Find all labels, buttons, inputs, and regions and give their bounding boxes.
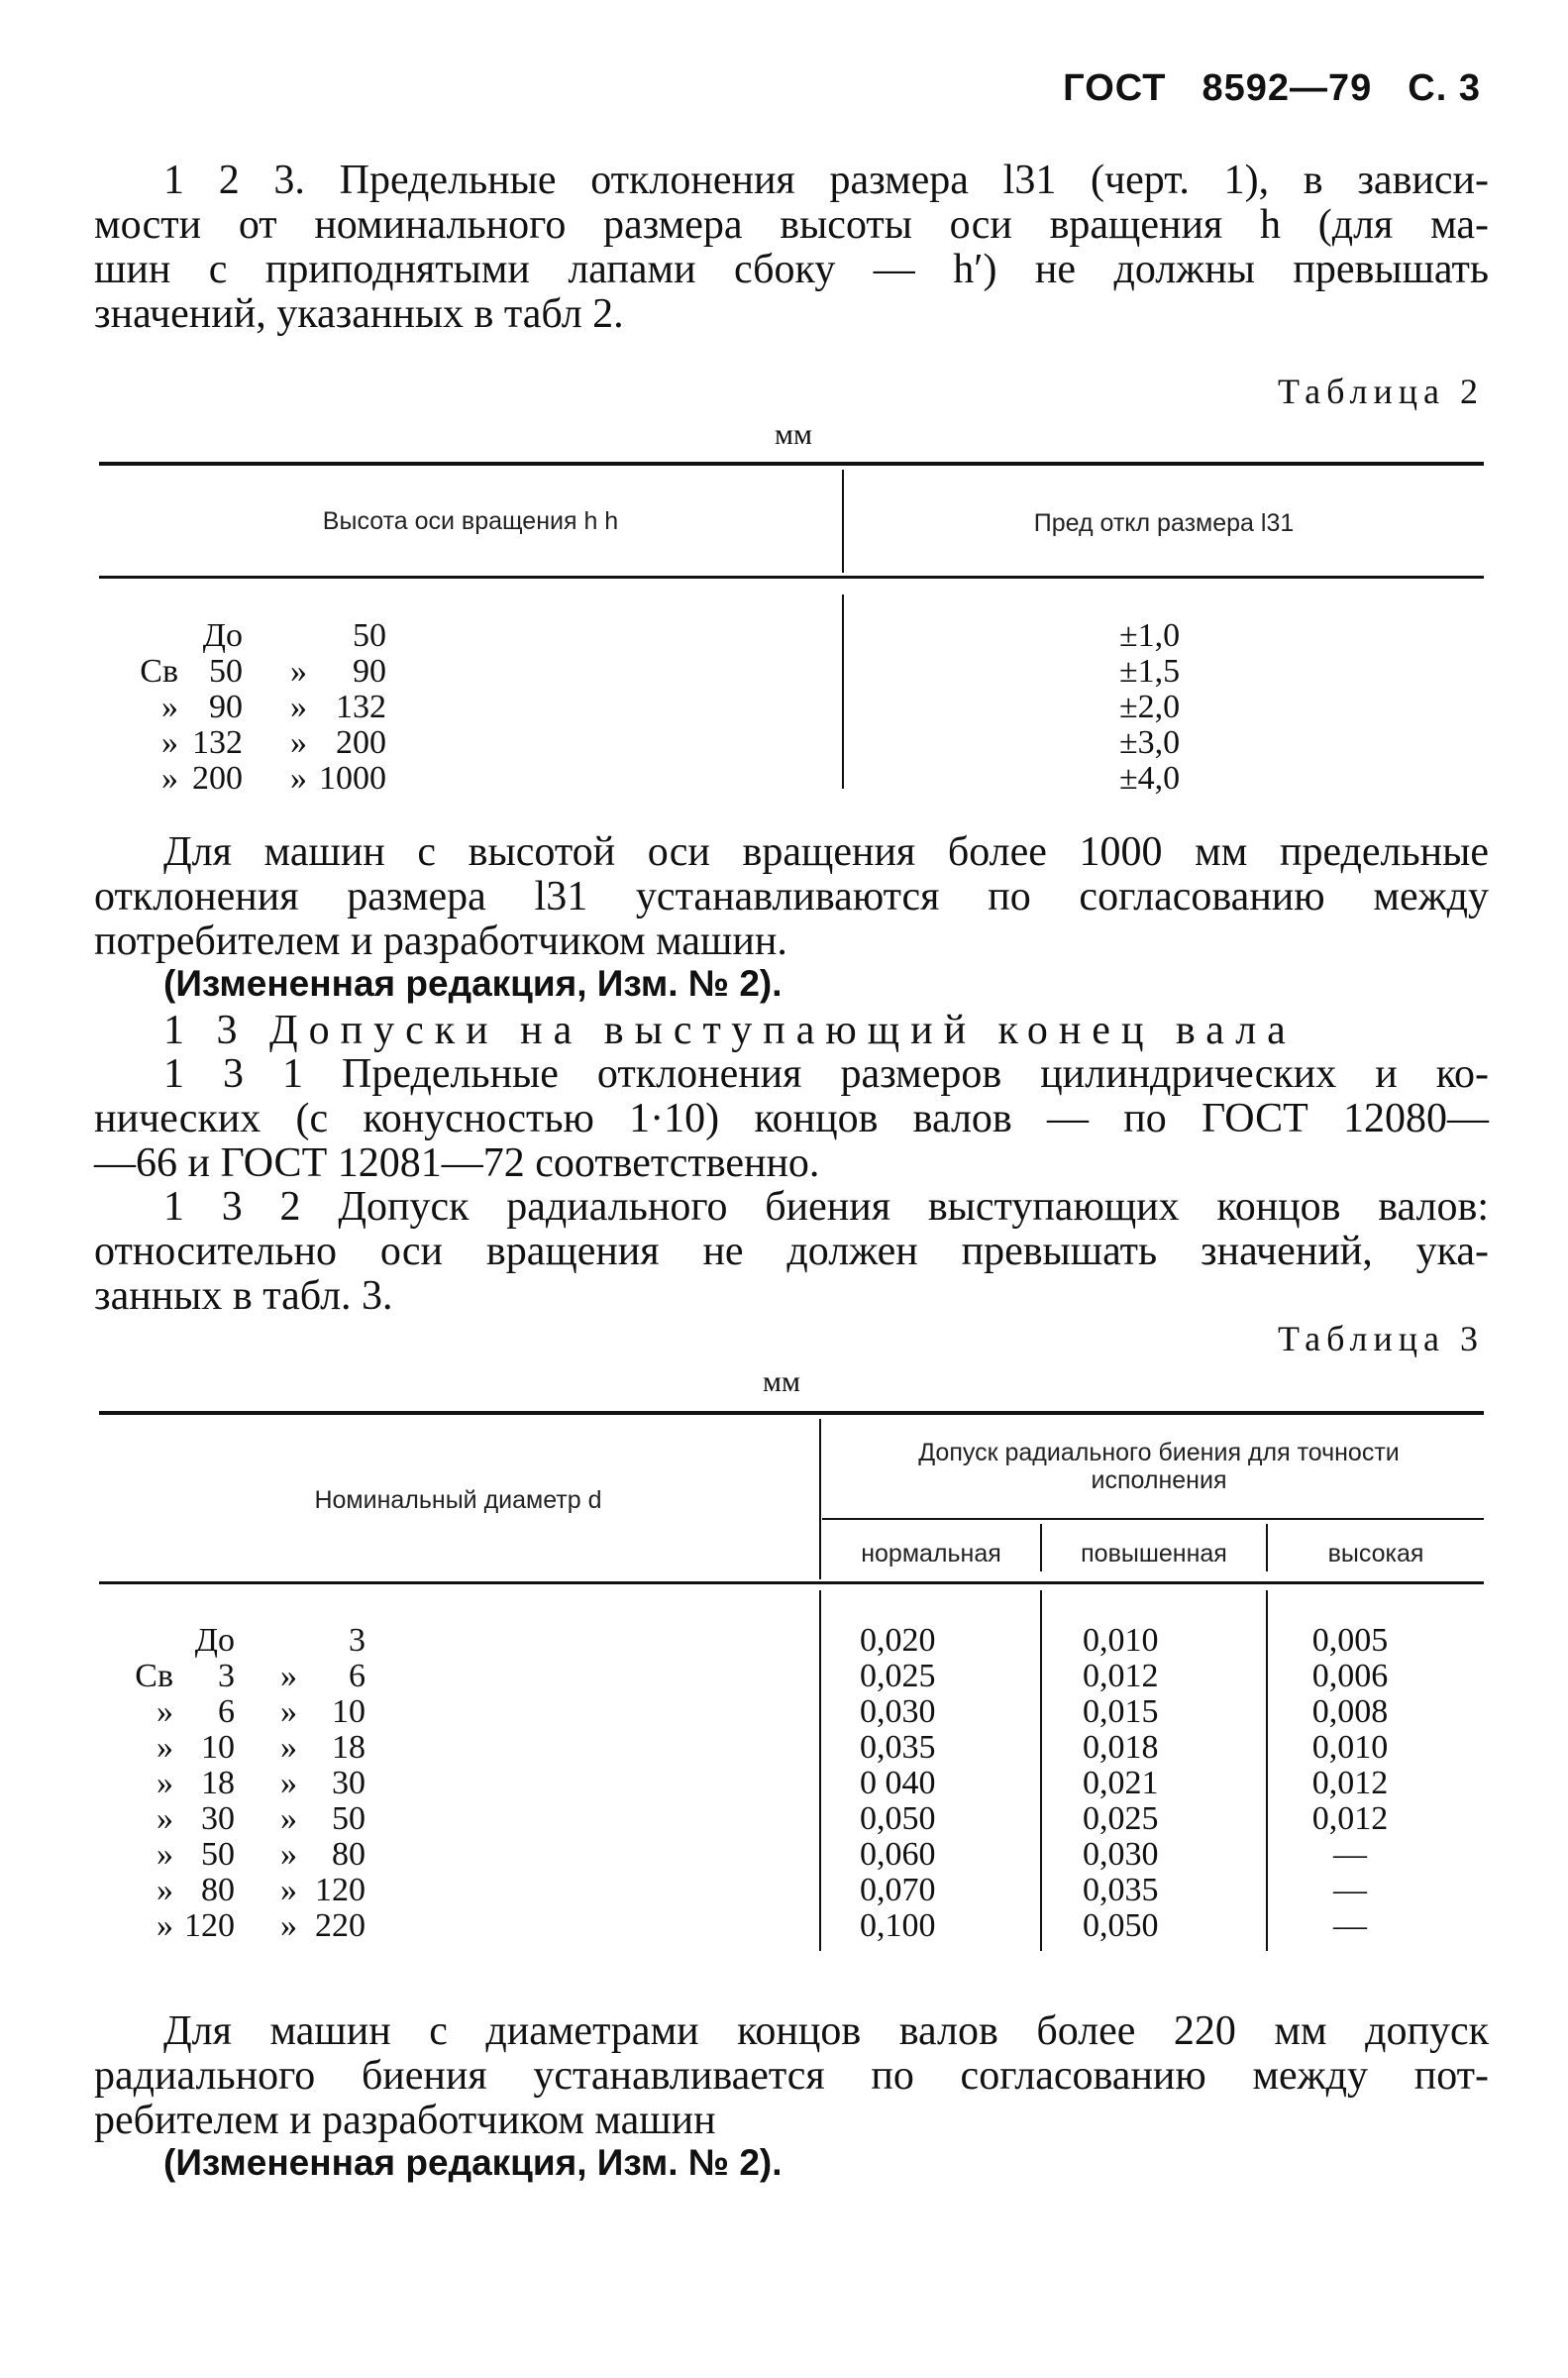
paragraph-line: нических (с конусностью 1·10) концов валов — по ГОСТ 12080— — [94, 1096, 1489, 1141]
table-cell: 0,020 — [860, 1622, 936, 1659]
table-row: » 30 » 50 — [157, 1800, 366, 1837]
header-number: 8592—79 — [1202, 67, 1373, 109]
table3-sub-normal: нормальная — [861, 1540, 1001, 1567]
table3-body-divider — [1040, 1590, 1042, 1951]
table-cell: ±1,0 — [1119, 617, 1181, 654]
table-cell: 0,010 — [1311, 1729, 1389, 1766]
table-cell: 0,050 — [860, 1800, 936, 1837]
page-header — [1027, 67, 1481, 110]
table-cell: ±4,0 — [1119, 760, 1181, 797]
table-row: До 50 — [202, 617, 386, 654]
paragraph-line: шин с приподнятыми лапами сбоку — h′) не должны превышать — [94, 247, 1489, 292]
table-cell: 0,050 — [1083, 1907, 1159, 1944]
table-cell: 0,010 — [1083, 1622, 1159, 1659]
table-cell: 0,012 — [1311, 1765, 1389, 1801]
paragraph-line: значений, указанных в табл 2. — [94, 291, 624, 337]
amendment-note: (Измененная редакция, Изм. № 2). — [163, 963, 783, 1004]
table-cell: 0,005 — [1311, 1622, 1389, 1659]
table-cell: 0,012 — [1311, 1800, 1389, 1837]
table3-col-diameter: Номинальный диаметр d — [314, 1486, 602, 1514]
header-standard: ГОСТ — [1063, 67, 1167, 109]
table3-normal-column — [860, 1623, 936, 1944]
table-cell: ±3,0 — [1119, 724, 1181, 761]
table2-unit: мм — [775, 418, 812, 451]
table-row: До 3 — [194, 1622, 366, 1659]
table-cell: 0,025 — [860, 1658, 936, 1694]
table-cell: 0,025 — [1083, 1800, 1159, 1837]
paragraph-1-3-2 — [94, 1185, 1489, 1319]
table3-increased-column — [1083, 1623, 1159, 1944]
paragraph-1-2-3 — [94, 159, 1489, 337]
paragraph-line: мости от номинального размера высоты оси вращения h (для ма- — [94, 202, 1489, 248]
table3-range-column — [124, 1623, 421, 1944]
table-cell: — — [1333, 1907, 1367, 1944]
table-row: » 200 » 1000 — [161, 760, 386, 797]
table-row: Св 50 » 90 — [140, 653, 386, 690]
table-cell: 0,008 — [1311, 1693, 1389, 1730]
header-page: С. 3 — [1408, 67, 1481, 109]
table3-body-divider — [819, 1590, 821, 1951]
paragraph-after-table3 — [94, 2009, 1489, 2143]
paragraph-line: потребителем и разработчиком машин. — [94, 919, 787, 964]
table3-body-divider — [1266, 1590, 1268, 1951]
table-cell: ±2,0 — [1119, 689, 1181, 725]
paragraph-line: занных в табл. 3. — [94, 1273, 393, 1319]
table-row: » 120 » 220 — [157, 1907, 366, 1944]
table2-header-rule — [99, 576, 1484, 579]
paragraph-line: 1 2 3. Предельные отклонения размера l31 (черт. 1), в зависи- — [163, 158, 1489, 203]
table3-top-rule — [99, 1411, 1484, 1415]
table2-range-column — [129, 618, 446, 797]
table3-unit: мм — [763, 1365, 800, 1398]
paragraph-line: —66 и ГОСТ 12081—72 соответственно. — [94, 1140, 820, 1186]
table3-sub-increased: повышенная — [1081, 1540, 1227, 1567]
table-row: Св 3 » 6 — [135, 1658, 366, 1694]
table-row: » 10 » 18 — [157, 1729, 366, 1766]
table-row: » 80 » 120 — [157, 1872, 366, 1908]
table3-subheader-rule — [822, 1518, 1484, 1520]
table3-high-column — [1306, 1623, 1395, 1944]
table2-col-height: Высота оси вращения h h — [322, 507, 619, 535]
paragraph-line: ребителем и разработчиком машин — [94, 2098, 716, 2143]
table-cell: ±1,5 — [1119, 653, 1181, 690]
table-row: » 132 » 200 — [161, 724, 386, 761]
table-cell: 0,021 — [1083, 1765, 1159, 1801]
table3-caption: Таблица 3 — [1278, 1319, 1484, 1358]
paragraph-after-table2 — [94, 830, 1489, 964]
table-cell: 0,060 — [860, 1836, 936, 1873]
paragraph-line: радиального биения устанавливается по согласованию между пот- — [94, 2053, 1489, 2099]
table-cell: 0,030 — [860, 1693, 936, 1730]
table-cell: 0,035 — [1083, 1872, 1159, 1908]
table-row: » 50 » 80 — [157, 1836, 366, 1873]
table3-header-divider — [819, 1419, 821, 1579]
table-row: » 90 » 132 — [161, 689, 386, 725]
table3-header-rule — [99, 1581, 1484, 1584]
table-cell: 0 040 — [860, 1765, 936, 1801]
table-cell: 0,030 — [1083, 1836, 1159, 1873]
table-row: » 18 » 30 — [157, 1765, 366, 1801]
table-cell: 0,100 — [860, 1907, 936, 1944]
table-cell: 0,018 — [1083, 1729, 1159, 1766]
table-cell: 0,012 — [1083, 1658, 1159, 1694]
paragraph-1-3-1 — [94, 1052, 1489, 1186]
table-cell: 0,015 — [1083, 1693, 1159, 1730]
table2-top-rule — [99, 462, 1484, 466]
paragraph-line: 1 3 2 Допуск радиального биения выступающих концов валов: — [163, 1184, 1489, 1230]
paragraph-line: 1 3 1 Предельные отклонения размеров цилиндрических и ко- — [163, 1051, 1489, 1097]
table2-body-divider — [842, 594, 844, 789]
table-cell: 0,070 — [860, 1872, 936, 1908]
table2-col-deviation: Пред откл размера l31 — [1033, 509, 1295, 537]
table3-sub-high: высокая — [1327, 1540, 1424, 1567]
paragraph-line: Для машин с диаметрами концов валов более 220 мм допуск — [163, 2008, 1489, 2054]
table2-value-column — [1119, 618, 1180, 797]
table-cell: 0,035 — [860, 1729, 936, 1766]
paragraph-line: Для машин с высотой оси вращения более 1000 мм предельные — [163, 829, 1489, 875]
section-1-3-heading: 1 3 Допуски на выступающий конец вала — [163, 1008, 1297, 1053]
table-cell: 0,006 — [1311, 1658, 1389, 1694]
table-cell: — — [1333, 1836, 1367, 1873]
table2-caption: Таблица 2 — [1278, 372, 1484, 411]
paragraph-line: отклонения размера l31 устанавливаются по согласованию между — [94, 874, 1489, 919]
table3-group-header: Допуск радиального биения для точности исполнения — [918, 1439, 1400, 1494]
paragraph-line: относительно оси вращения не должен превышать значений, ука- — [94, 1229, 1489, 1274]
table-row: » 6 » 10 — [157, 1693, 366, 1730]
amendment-note: (Измененная редакция, Изм. № 2). — [163, 2142, 783, 2183]
table-cell: — — [1333, 1872, 1367, 1908]
